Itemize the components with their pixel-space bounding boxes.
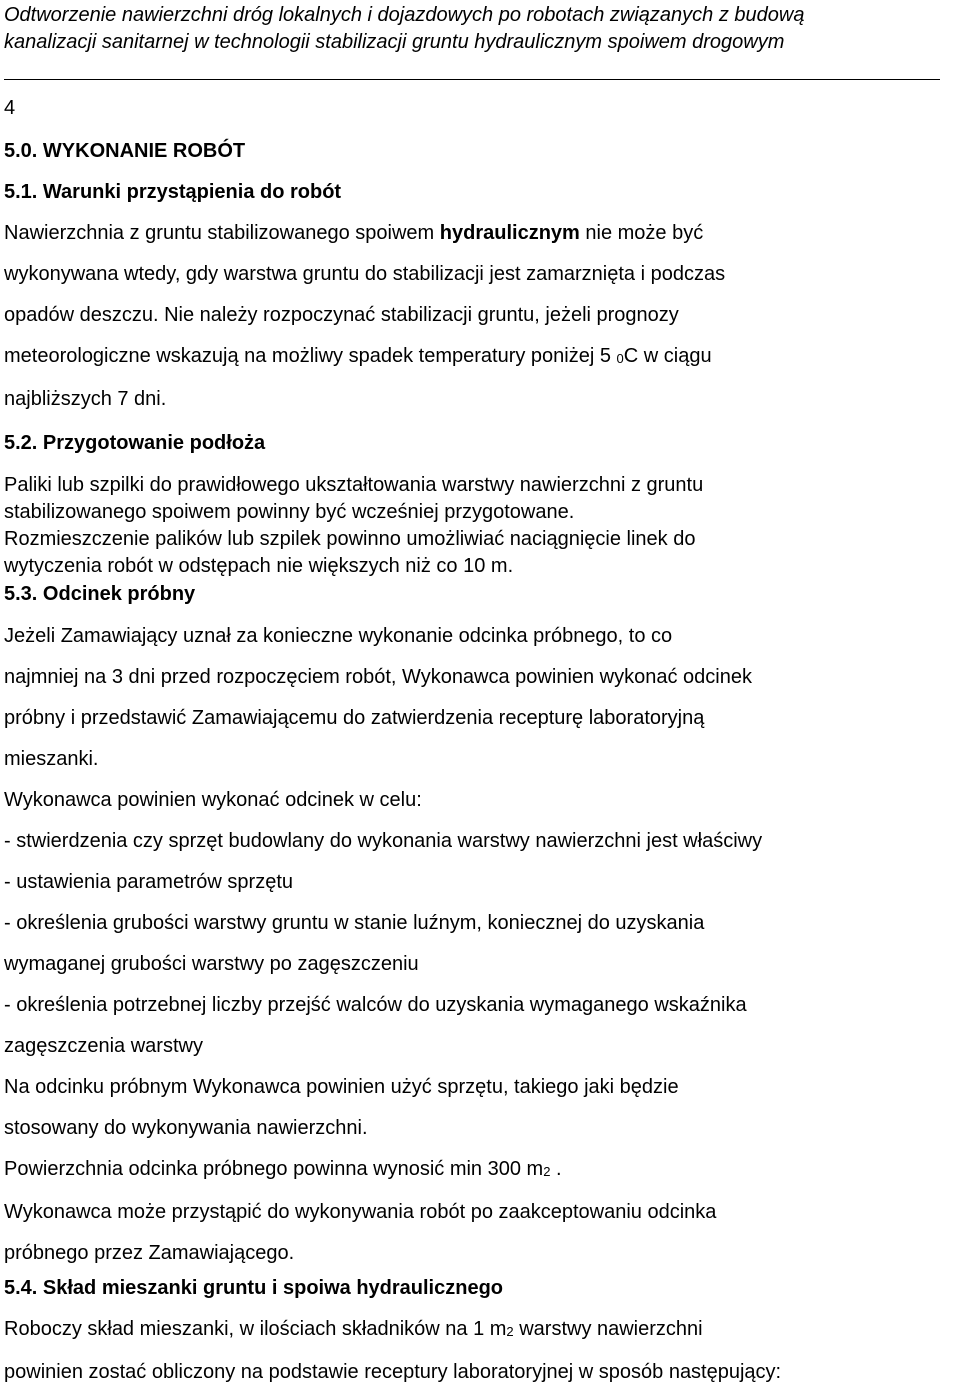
section-heading-5-3: 5.3. Odcinek próbny (4, 583, 196, 605)
paragraph-line: opadów deszczu. Nie należy rozpoczynać stabilizacji gruntu, jeżeli prognozy (4, 304, 679, 326)
paragraph-line: zagęszczenia warstwy (4, 1035, 203, 1057)
running-header (4, 2, 956, 56)
section-heading-5-4: 5.4. Skład mieszanki gruntu i spoiwa hydraulicznego (4, 1277, 504, 1299)
text-run: meteorologiczne wskazują na możliwy spadek temperatury poniżej 5 (4, 345, 617, 367)
paragraph-line: mieszanki. (4, 748, 99, 770)
section-heading-5-0: 5.0. WYKONANIE ROBÓT (4, 140, 246, 162)
paragraph-line: Wykonawca powinien wykonać odcinek w celu: (4, 789, 422, 811)
document-page (4, 0, 956, 1393)
list-item: - określenia potrzebnej liczby przejść walców do uzyskania wymaganego wskaźnika (4, 994, 747, 1016)
section-5-3-body (4, 616, 956, 1274)
unit-exponent: 2 (506, 1324, 514, 1339)
list-item: - stwierdzenia czy sprzęt budowlany do wykonania warstwy nawierzchni jest właściwy (4, 830, 763, 852)
text-run: warstwy nawierzchni (513, 1318, 703, 1340)
paragraph-line (4, 1309, 956, 1352)
section-5-1-body (4, 213, 956, 420)
paragraph-line: próbny i przedstawić Zamawiającemu do zatwierdzenia recepturę laboratoryjną (4, 707, 705, 729)
paragraph-line: najbliższych 7 dni. (4, 388, 167, 410)
header-divider (4, 79, 940, 80)
degree-marker: 0 (616, 351, 624, 366)
paragraph-line: stosowany do wykonywania nawierzchni. (4, 1117, 368, 1139)
paragraph-line: Paliki lub szpilki do prawidłowego ukształtowania warstwy nawierzchni z gruntu (4, 474, 704, 496)
paragraph-line: próbnego przez Zamawiającego. (4, 1242, 295, 1264)
paragraph-line (4, 1149, 956, 1192)
header-line-2: kanalizacji sanitarnej w technologii stabilizacji gruntu hydraulicznym spoiwem drogowym (4, 31, 785, 53)
section-heading-5-2: 5.2. Przygotowanie podłoża (4, 432, 266, 454)
paragraph-line: wytyczenia robót w odstępach nie większych niż co 10 m. (4, 555, 514, 577)
text-run: Nawierzchnia z gruntu stabilizowanego spoiwem (4, 222, 440, 244)
section-5-2-body (4, 472, 956, 580)
text-run: . (550, 1158, 562, 1180)
paragraph-line: stabilizowanego spoiwem powinny być wcześniej przygotowane. (4, 501, 575, 523)
list-item: - określenia grubości warstwy gruntu w stanie luźnym, koniecznej do uzyskania (4, 912, 705, 934)
paragraph-line: Rozmieszczenie palików lub szpilek powinno umożliwiać naciągnięcie linek do (4, 528, 696, 550)
section-5-4-body (4, 1309, 956, 1393)
bold-text-run: hydraulicznym (439, 222, 580, 244)
section-heading-5-1: 5.1. Warunki przystąpienia do robót (4, 181, 342, 203)
paragraph-line: wykonywana wtedy, gdy warstwa gruntu do stabilizacji jest zamarznięta i podczas (4, 263, 726, 285)
text-run: C w ciągu (623, 345, 712, 367)
paragraph-line: Na odcinku próbnym Wykonawca powinien użyć sprzętu, takiego jaki będzie (4, 1076, 679, 1098)
text-run: Powierzchnia odcinka próbnego powinna wynosić min 300 m (4, 1158, 544, 1180)
paragraph-line: Jeżeli Zamawiający uznał za konieczne wykonanie odcinka próbnego, to co (4, 625, 673, 647)
header-line-1: Odtworzenie nawierzchni dróg lokalnych i dojazdowych po robotach związanych z budową (4, 4, 805, 26)
unit-exponent: 2 (543, 1164, 551, 1179)
paragraph-line (4, 336, 956, 379)
text-run: Roboczy skład mieszanki, w ilościach składników na 1 m (4, 1318, 507, 1340)
text-run: nie może być (579, 222, 704, 244)
paragraph-line: najmniej na 3 dni przed rozpoczęciem robót, Wykonawca powinien wykonać odcinek (4, 666, 752, 688)
list-item: - ustawienia parametrów sprzętu (4, 871, 294, 893)
page-number: 4 (4, 97, 16, 119)
paragraph-line (4, 213, 956, 254)
paragraph-line: Wykonawca może przystąpić do wykonywania robót po zaakceptowaniu odcinka (4, 1201, 717, 1223)
paragraph-line: powinien zostać obliczony na podstawie receptury laboratoryjnej w sposób następujący: (4, 1361, 782, 1383)
paragraph-line: wymaganej grubości warstwy po zagęszczeniu (4, 953, 419, 975)
